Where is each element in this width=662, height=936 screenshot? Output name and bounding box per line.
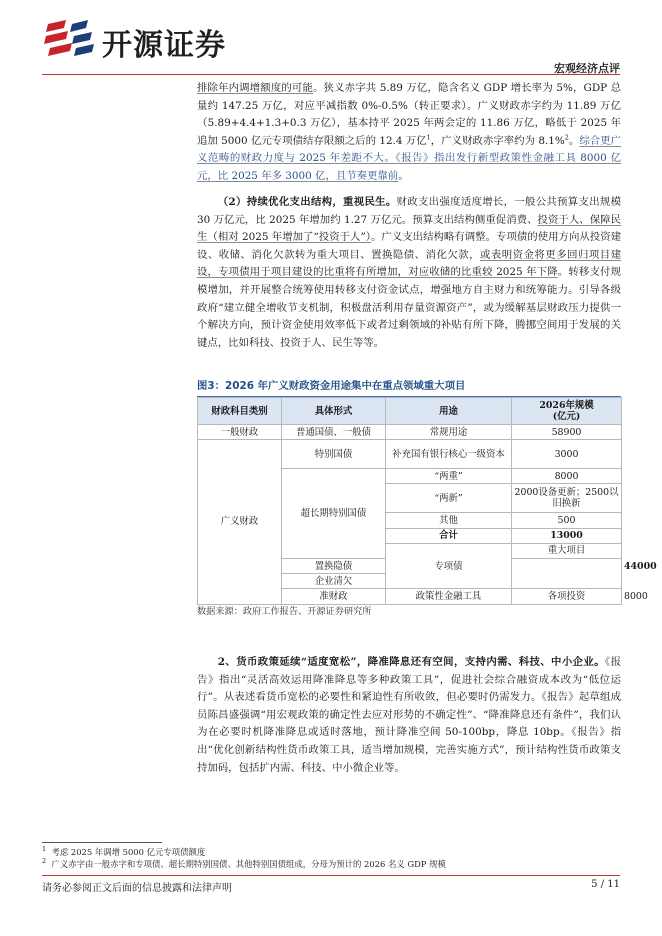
footnote-2 — [42, 858, 622, 870]
table-cell: 置换隐债 — [282, 558, 386, 573]
footer-rule — [42, 875, 620, 876]
footnote-text: 广义赤字由一般赤字和专项债、超长期特别国债、其他特别国债组成，分母为预计的 2026 名义 GDP 规模 — [51, 859, 446, 869]
table-cell: 广义财政 — [198, 440, 282, 604]
table-cell: 政策性金融工具 — [386, 589, 512, 604]
report-type-label: 宏观经济点评 — [554, 62, 620, 75]
table-cell: 2000设备更新；2500以旧换新 — [512, 484, 622, 513]
section-lead: （2）持续优化支出结构，重视民生。 — [217, 196, 397, 208]
header-cell: 财政科目类别 — [198, 398, 282, 425]
table-cell: “两新” — [386, 484, 512, 513]
underlined-text: 排除年内调增额度的可能 — [197, 82, 314, 94]
paragraph-monetary-policy — [197, 654, 621, 777]
table-cell: 准财政 — [282, 589, 386, 604]
table-cell: 补充国有银行核心一级资本 — [386, 440, 512, 469]
fiscal-funds-table — [197, 397, 657, 605]
table-row — [198, 425, 622, 440]
underlined-text: 或表明资金将更多回归项目建设，专项债用于项目建设的比重将有所增加，对应收储的比重较 2025 年下降 — [197, 248, 622, 279]
header-cell: 具体形式 — [282, 398, 386, 425]
brand-name: 开源证券 — [102, 28, 226, 63]
table-cell: 超长期特别国债 — [282, 469, 386, 559]
footnotes — [42, 846, 622, 870]
footnote-rule — [42, 842, 162, 843]
table-cell: “两重” — [386, 469, 512, 484]
table-cell: 其他 — [386, 513, 512, 528]
body-text: 。 — [398, 169, 409, 182]
table-cell: 常规用途 — [386, 425, 512, 440]
body-text: ，广义财政赤字率约为 8.1% — [430, 134, 565, 147]
figure-title: 图3：2026 年广义财政资金用途集中在重点领域重大项目 — [197, 378, 621, 397]
body-text: 财政支出强度适度增长，一般公共预算支出规模 30 万亿元，比 2025 年增加约 1.27 万亿元。预算支出结构侧重促消费、 — [197, 196, 622, 226]
brand-logo — [44, 18, 254, 62]
body-text: 。广义支出结构略有调整。专项债的使用方向从投资建设、收储、消化欠款转为重大项目、置换隐债、消化欠款， — [197, 231, 621, 261]
table-cell: 普通国债、一般债 — [282, 425, 386, 440]
footnote-text: 考虑 2025 年调增 5000 亿元专项债额度 — [51, 847, 206, 857]
table-cell: 企业清欠 — [282, 574, 386, 589]
body-text: 。狭义赤字共 5.89 万亿，隐含名义 GDP 增长率为 5%，GDP 总量约 147.25 万亿，对应平减指数 0%-0.5%（转正要求）。广义财政赤字约为 11.89 万亿（5.89+4.4+1.3+0.3 万亿），基本持平 2025 年两会定的 11.86 万亿，略低于 2025 年追加 5000 亿元专项债结存限额之后的 12.4 万亿 — [197, 82, 622, 147]
table-cell: 各项投资 — [512, 589, 622, 604]
footnote-ref-2[interactable]: 2 — [564, 133, 569, 142]
figure-source: 数据来源：政府工作报告、开源证券研究所 — [197, 606, 372, 617]
disclaimer-link[interactable]: 请务必参阅正文后面的信息披露和法律声明 — [42, 883, 232, 894]
table-cell: 合计 — [386, 528, 512, 543]
table-cell: 专项债 — [386, 543, 512, 589]
table-cell: 一般财政 — [198, 425, 282, 440]
footnote-mark: 1 — [42, 845, 47, 854]
paragraph-fiscal-deficit — [197, 80, 621, 186]
footnote-mark: 2 — [42, 857, 47, 866]
table-row: 专项债 重大项目 44000 — [198, 543, 622, 558]
table-cell: 58900 — [512, 425, 622, 440]
header-cell: 用途 — [386, 398, 512, 425]
paragraph-spending-structure — [197, 194, 621, 352]
header-cell: 2026年规模 (亿元) — [512, 398, 622, 425]
body-text: 。 — [568, 134, 580, 147]
body-text: 《报告》指出“灵活高效运用降准降息等多种政策工具”，促进社会综合融资成本改为“低位运行”。从表述看货币宽松的必要性和紧迫性有所收敛，但必要时仍需发力。《报告》起草组成员陈昌盛强调“用宏观政策的确定性去应对形势的不确定性”、“降准降息还有条件”，我们认为在必要时机降准降息或适时落地，预计降准空间 50-100bp，降息 10bp。《报告》指出“优化创新结构性货币政策工具，适当增加规模，完善实施方式”，预计结构性货币政策支持加码，包括扩内需、科技、中小微企业等。 — [197, 656, 621, 774]
table-row: 准财政 政策性金融工具 各项投资 8000 — [198, 589, 622, 604]
table-cell: 13000 — [512, 528, 622, 543]
footnote-1 — [42, 846, 622, 858]
footnote-ref-1[interactable]: 1 — [426, 133, 431, 142]
underlined-text: 投资于人、保障民生（相对 2025 年增加了“投资于人”） — [197, 213, 622, 244]
highlighted-conclusion: 综合更广义范畴的财政力度与 2025 年差距不大。《报告》指出发行新型政策性金融工具 8000 亿元，比 2025 年多 3000 亿，且节奏更靠前 — [197, 134, 621, 182]
table-cell: 重大项目 — [512, 543, 622, 558]
section-lead: 2、货币政策延续“适度宽松”，降准降息还有空间，支持内需、科技、中小企业。 — [217, 656, 605, 668]
header-rule — [42, 74, 620, 75]
table-cell: 8000 — [512, 469, 622, 484]
table-header-row — [198, 398, 622, 425]
table-cell: 特别国债 — [282, 440, 386, 469]
body-text: 。转移支付规模增加，并开展整合统筹使用转移支付资金试点，增强地方自主财力和统筹能力。引导各级政府“建立健全增收节支机制，积极盘活利用存量资源资产”，或为缓解基层财政压力提供一个解决方向，预计资金使用效率低下或者过剩领域的补贴有所下降，腾挪空间用于发展的关键点，比如科技、投资于人、民生等等。 — [197, 266, 622, 349]
table-cell: 3000 — [512, 440, 622, 469]
kaiyuan-logo-icon — [44, 18, 96, 62]
table-row — [198, 440, 622, 469]
page-header — [0, 0, 662, 75]
page-number: 5 / 11 — [591, 879, 620, 890]
table-cell: 500 — [512, 513, 622, 528]
